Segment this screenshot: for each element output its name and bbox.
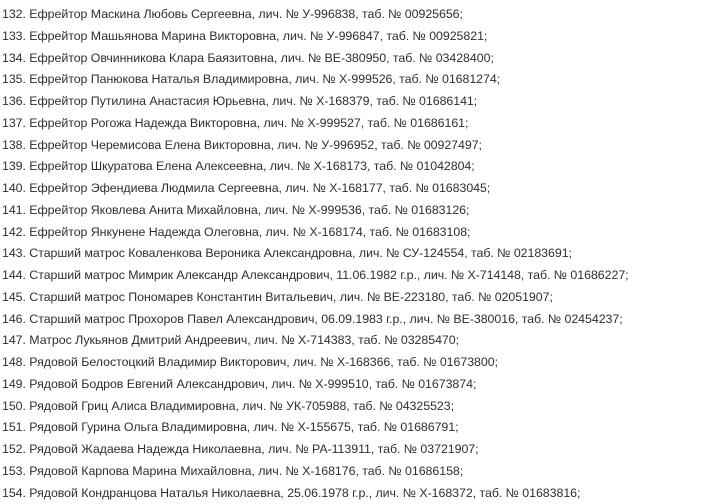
list-item: 135. Ефрейтор Панюкова Наталья Владимировна, лич. № Х-999526, таб. № 01681274; (2, 72, 501, 87)
list-item: 153. Рядовой Карпова Марина Михайловна, лич. № Х-168176, таб. № 01686158; (2, 463, 464, 478)
list-item: 136. Ефрейтор Путилина Анастасия Юрьевна, лич. № Х-168379, таб. № 01686141; (2, 94, 478, 108)
list-item: 149. Рядовой Бодров Евгений Александрович, лич. № Х-999510, таб. № 01673874; (2, 376, 477, 391)
list-item: 142. Ефрейтор Янкунене Надежда Олеговна, лич. № Х-168174, таб. № 01683108; (2, 224, 471, 239)
list-item: 138. Ефрейтор Черемисова Елена Викторовна, лич. № У-996952, таб. № 00927497; (2, 137, 482, 152)
list-item: 143. Старший матрос Коваленкова Вероника Александровна, лич. № СУ-124554, таб. № 02183691; (2, 246, 572, 261)
list-item: 139. Ефрейтор Шкуратова Елена Алексеевна, лич. № Х-168173, таб. № 01042804; (2, 159, 475, 174)
list-item: 147. Матрос Лукьянов Дмитрий Андреевич, лич. № Х-714383, таб. № 03285470; (2, 333, 459, 348)
list-item: 148. Рядовой Белостоцкий Владимир Викторович, лич. № Х-168366, таб. № 01673800; (2, 355, 498, 369)
list-item: 146. Старший матрос Прохоров Павел Александрович, 06.09.1983 г.р., лич. № ВЕ-380016, таб. № 02454237; (2, 311, 623, 326)
list-item: 154. Рядовой Кондранцова Наталья Николаевна, 25.06.1978 г.р., лич. № Х-168372, таб. № 01683816; (2, 485, 581, 500)
list-item: 137. Ефрейтор Рогожа Надежда Викторовна, лич. № Х-999527, таб. № 01686161; (2, 115, 469, 130)
list-item: 144. Старший матрос Мимрик Александр Александрович, 11.06.1982 г.р., лич. № Х-714148, таб. № 01686227; (2, 268, 629, 282)
list-item: 132. Ефрейтор Маскина Любовь Сергеевна, лич. № У-996838, таб. № 00925656; (2, 7, 463, 21)
list-item: 151. Рядовой Гурина Ольга Владимировна, лич. № Х-155675, таб. № 01686791; (2, 420, 459, 435)
list-item: 133. Ефрейтор Машьянова Марина Викторовна, лич. № У-996847, таб. № 00925821; (2, 28, 488, 43)
list-item: 150. Рядовой Гриц Алиса Владимировна, лич. № УК-705988, таб. № 04325523; (2, 398, 454, 413)
list-item: 141. Ефрейтор Яковлева Анита Михайловна, лич. № Х-999536, таб. № 01683126; (2, 202, 470, 217)
list-item: 152. Рядовой Жадаева Надежда Николаевна, лич. № РА-113911, таб. № 03721907; (2, 442, 479, 456)
document-list (2, 4, 710, 504)
list-item: 140. Ефрейтор Эфендиева Людмила Сергеевна, лич. № Х-168177, таб. № 01683045; (2, 181, 491, 195)
list-item: 134. Ефрейтор Овчинникова Клара Баязитовна, лич. № ВЕ-380950, таб. № 03428400; (2, 50, 494, 65)
list-item: 145. Старший матрос Пономарев Константин Витальевич, лич. № ВЕ-223180, таб. № 02051907; (2, 289, 553, 304)
